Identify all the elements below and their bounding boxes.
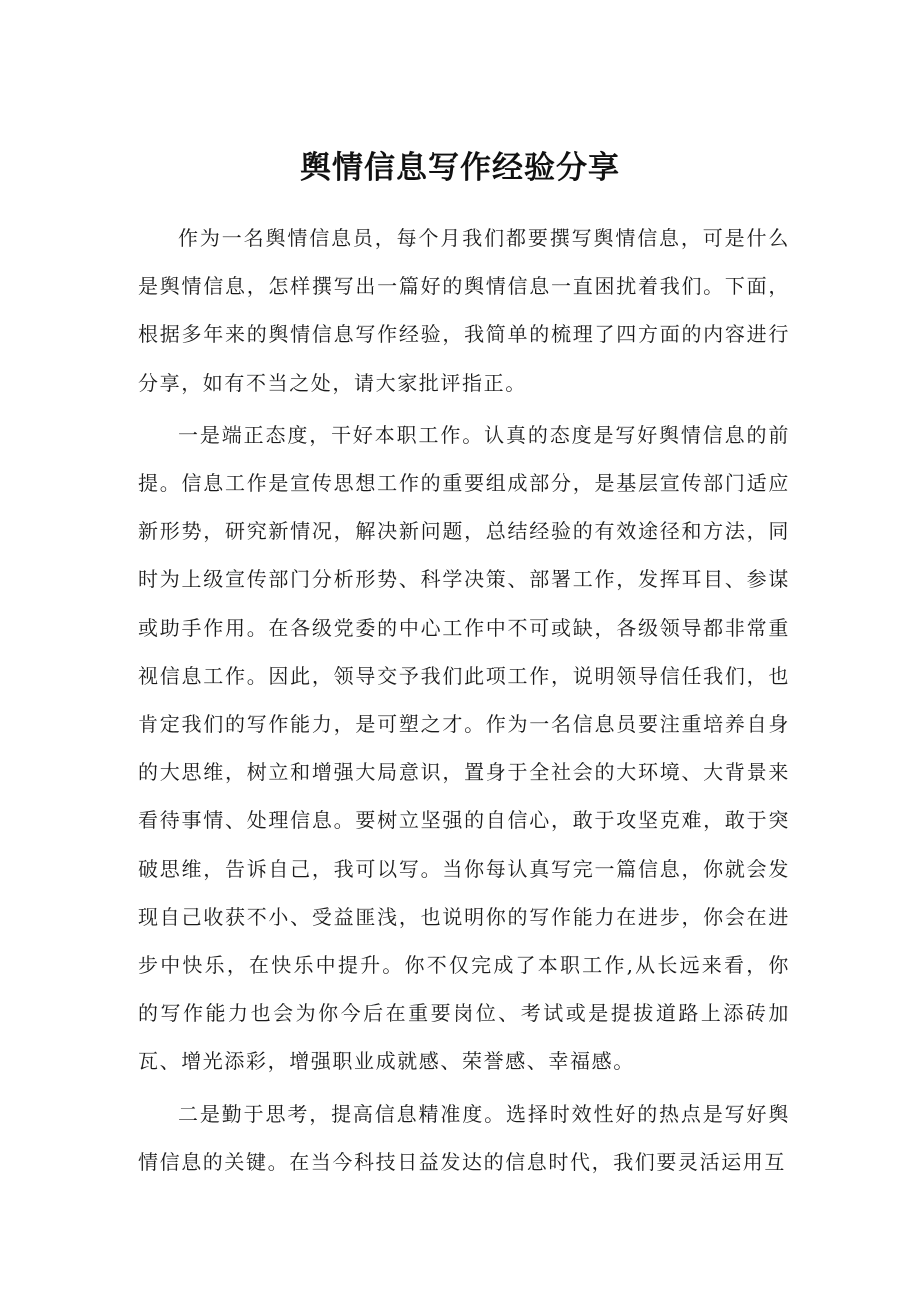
document-body xyxy=(138,214,790,1190)
paragraph-intro: 作为一名舆情信息员，每个月我们都要撰写舆情信息，可是什么是舆情信息，怎样撰写出一篇好的舆情信息一直困扰着我们。下面，根据多年来的舆情信息写作经验，我简单的梳理了四方面的内容进行分享，如有不当之处，请大家批评指正。 xyxy=(138,226,790,395)
document-title: 舆情信息写作经验分享 xyxy=(300,150,620,186)
paragraph-point-one: 一是端正态度，干好本职工作。认真的态度是写好舆情信息的前提。信息工作是宣传思想工作的重要组成部分，是基层宣传部门适应新形势，研究新情况，解决新问题，总结经验的有效途径和方法，同时为上级宣传部门分析形势、科学决策、部署工作，发挥耳目、参谋或助手作用。在各级党委的中心工作中不可或缺，各级领导都非常重视信息工作。因此，领导交予我们此项工作，说明领导信任我们，也肯定我们的写作能力，是可塑之才。作为一名信息员要注重培养自身的大思维，树立和增强大局意识，置身于全社会的大环境、大背景来看待事情、处理信息。要树立坚强的自信心，敢于攻坚克难，敢于突破思维，告诉自己，我可以写。当你每认真写完一篇信息，你就会发现自己收获不小、受益匪浅，也说明你的写作能力在进步，你会在进步中快乐，在快乐中提升。你不仅完成了本职工作,从长远来看，你的写作能力也会为你今后在重要岗位、考试或是提拔道路上添砖加瓦、增光添彩，增强职业成就感、荣誉感、幸福感。 xyxy=(138,422,790,1074)
paragraph-point-two: 二是勤于思考，提高信息精准度。选择时效性好的热点是写好舆情信息的关键。在当今科技日益发达的信息时代，我们要灵活运用互 xyxy=(138,1101,790,1174)
